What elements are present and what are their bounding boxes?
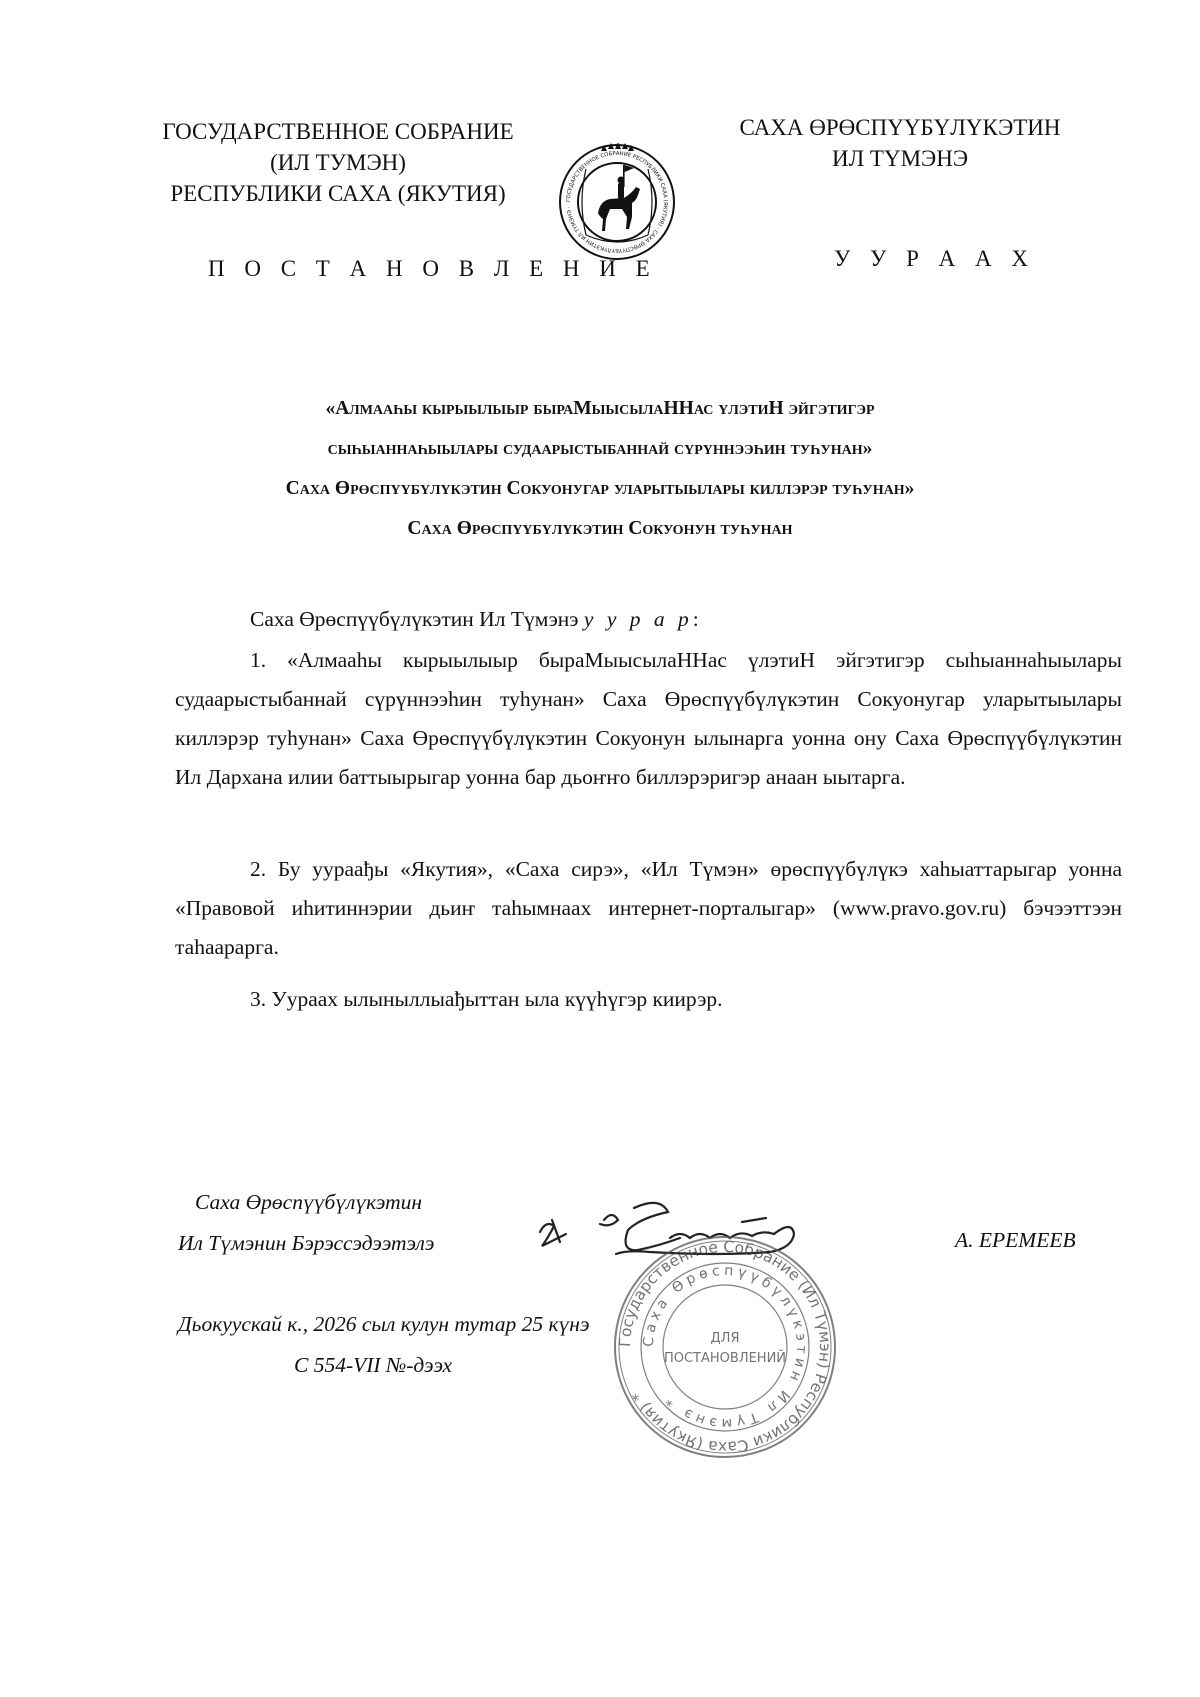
paragraph-2: 2. Бу уураађы «Якутия», «Саха сирэ», «Ил Түмэн» өрөспүүбүлүкэ хаһыаттарыгар уонна «Правовой иһитиннэрии дьиҥ таһымнаах интернет-порталыгар» (www.pravo.gov.ru) бэчээттээн таһаарарга.	[175, 857, 1122, 959]
header-left-line-3: РЕСПУБЛИКИ САХА (ЯКУТИЯ)	[170, 181, 506, 206]
header-right-line-2: ИЛ ТҮМЭНЭ	[831, 146, 969, 171]
stamp-outer-ring-text: Государственное Собрание (Ил Түмэн) Республики Саха (Якутия) *	[615, 1237, 835, 1457]
header-left	[128, 116, 548, 209]
intro-colon: :	[692, 607, 699, 631]
coat-of-arms-emblem	[558, 143, 676, 261]
paragraph-1: 1. «Алмааһы кырыылыыр быраМыысылаННас үлэтиН эйгэтигэр сыһыаннаһыылары судаарыстыбаннай сүрүннээһин туһунан» Саха Өрөспүүбүлүкэтин Сокуонугар уларытыылары киллэрэр туһунан» Саха Өрөспүүбүлүкэтин Сокуонун ылынарга уонна ону Саха Өрөспүүбүлүкэтин Ил Дархана илии баттыырыгар уонна бар дьоҥҥо биллэрэригэр анаан ыытарга.	[175, 648, 1122, 789]
header-left-line-2: (ИЛ ТУМЭН)	[270, 150, 406, 175]
title-line-2: сыһыаннаһыылары судаарыстыбаннай сүрүннээһин туһунан»	[327, 438, 873, 459]
body-intro	[250, 600, 1150, 639]
header-right-line-1: САХА ӨРӨСПҮҮБҮЛҮКЭТИН	[739, 115, 1061, 140]
title-line-3: Саха Өрөспүүбүлүкэтин Сокуонугар уларытыылары киллэрэр туһунан»	[285, 478, 915, 499]
document-number: С 554-VII №-дээх	[294, 1353, 453, 1377]
header-left-line-1: ГОСУДАРСТВЕННОЕ СОБРАНИЕ	[162, 119, 514, 144]
intro-decree-word: у у р а р	[583, 607, 693, 631]
signatory-position-line-2: Ил Түмэнин Бэрэссэдээтэлэ	[178, 1231, 435, 1255]
signatory-position-line-1: Саха Өрөспүүбүлүкэтин	[195, 1190, 423, 1214]
title-line-4: Саха Өрөспүүбүлүкэтин Сокуонун туһунан	[407, 518, 793, 539]
stamp-center-line-2: ПОСТАНОВЛЕНИЙ	[663, 1351, 787, 1366]
intro-text: Саха Өрөспүүбүлүкэтин Ил Түмэнэ	[250, 607, 579, 631]
stamp-center-line-1: ДЛЯ	[710, 1331, 740, 1346]
title-line-1: «Алмааһы кырыылыыр быраМыысылаННас үлэтиН эйгэтигэр	[325, 398, 875, 419]
doc-type-ru: П О С Т А Н О В Л Е Н И Е	[208, 256, 657, 281]
stamp-inner-ring-text: Саха Өрөспүүбүлүкэтин Ил Түмэнэ *	[640, 1262, 810, 1432]
signatory-name: А. ЕРЕМЕЕВ	[955, 1228, 1076, 1252]
header-right	[700, 112, 1100, 174]
doc-type-sah: У У Р А А Х	[834, 246, 1035, 271]
official-stamp	[610, 1232, 840, 1462]
place-and-date: Дьокуускай к., 2026 сыл кулун тутар 25 күнэ	[178, 1312, 590, 1336]
paragraph-3: 3. Уураах ылыныллыађыттан ыла күүһүгэр киирэр.	[250, 987, 723, 1011]
emblem-ring-text: ГОСУДАРСТВЕННОЕ СОБРАНИЕ РЕСПУБЛИКИ САХА (ЯКУТИЯ) · САХА ӨРӨСПҮҮБҮЛҮКЭТИН ИЛ ТҮМЭНЭ ·	[565, 150, 669, 254]
